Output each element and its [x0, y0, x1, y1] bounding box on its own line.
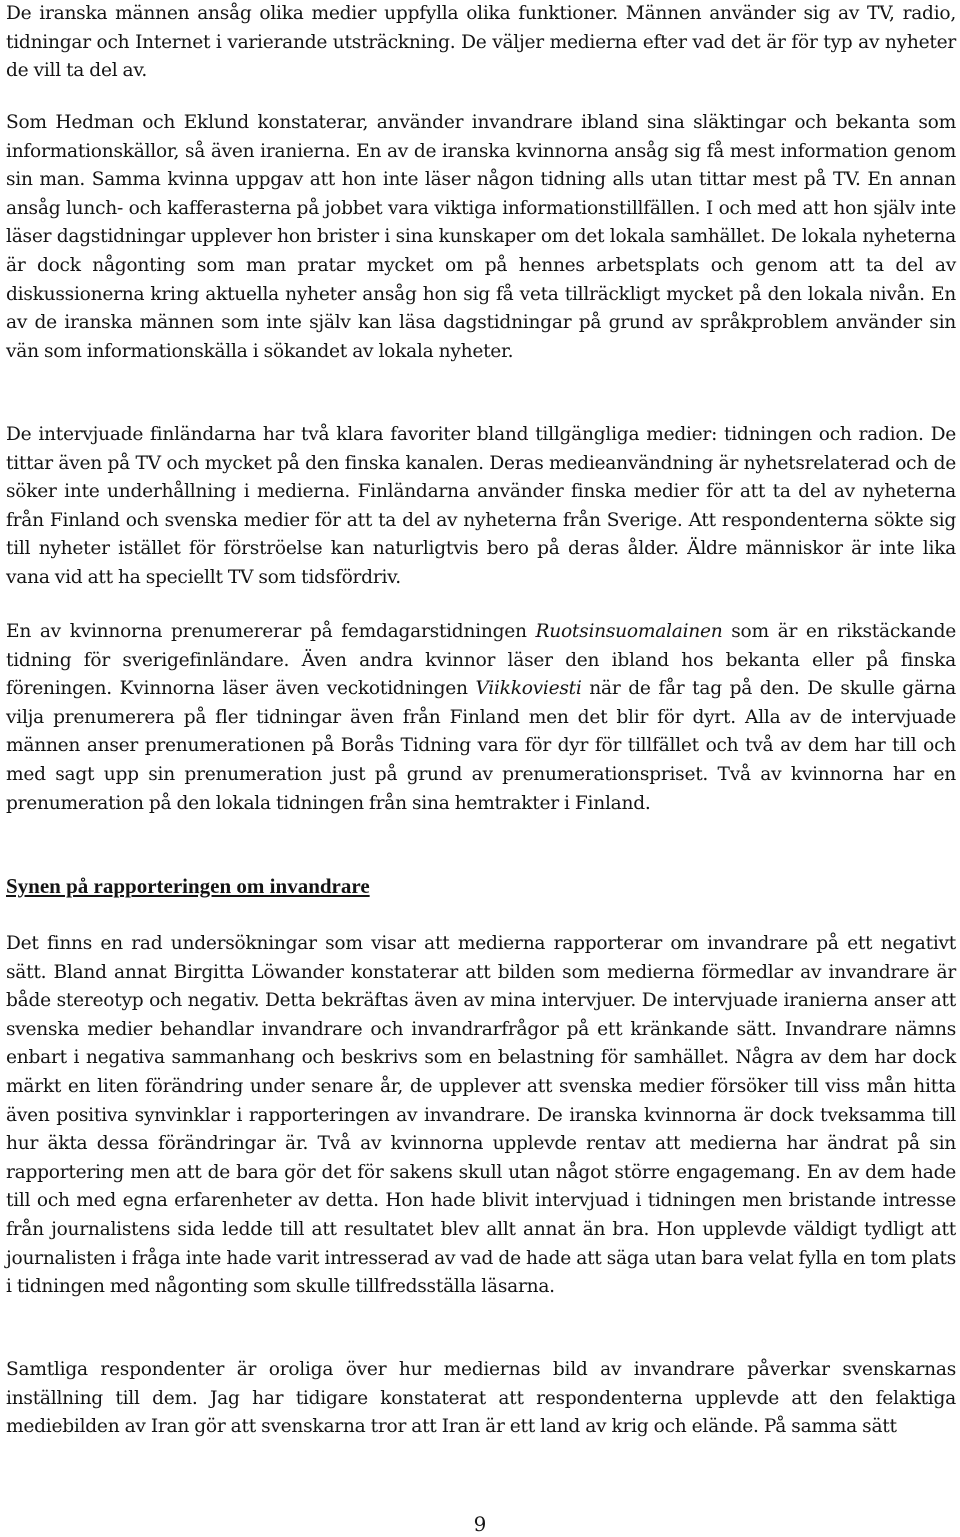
- paragraph-information-sources: Som Hedman och Eklund konstaterar, använder invandrare ibland sina släktingar och bekanta som informationskällor, så även iranierna. En av de iranska kvinnorna ansåg sig få mest information genom sin man. Samma kvinna uppgav att hon inte läser någon tidning alls utan tittar mest på TV. En annan ansåg lunch- och kafferasterna på jobbet vara viktiga informationstillfällen. I och med att hon själv inte läser dagstidningar upplever hon brister i sina kunskaper om det lokala samhället. De lokala nyheterna är dock någonting som man pratar mycket om på hennes arbetsplats och genom att ta del av diskussionerna kring aktuella nyheter ansåg hon sig få veta tillräckligt mycket på den lokala nivån. En av de iranska männen som inte själv kan läsa dagstidningar på grund av språkproblem använder sin vän som informationskälla i sökandet av lokala nyheter.: [6, 112, 956, 362]
- paragraph-subscriptions: [6, 618, 956, 818]
- newspaper-title: Ruotsinsuomalainen: [535, 621, 723, 642]
- paragraph-finnish-media-use: De intervjuade finländarna har två klara favoriter bland tillgängliga medier: tidningen och radion. De tittar även på TV och mycket på den finska kanalen. Deras medieanvändning är nyhetsrelaterad och de söker inte underhållning i medierna. Finländarna använder finska medier för att ta del av nyheterna från Finland och svenska medier för att ta del av nyheterna från Sverige. Att respondenterna sökte sig till nyheter istället för förströelse kan naturligtvis bero på deras ålder. Äldre människor är inte lika vana vid att ha speciellt TV som tidsfördriv.: [6, 424, 956, 588]
- section-heading: Synen på rapporteringen om invandrare: [6, 874, 370, 898]
- paragraph-respondents-concern: Samtliga respondenter är oroliga över hur mediernas bild av invandrare påverkar svenskarnas inställning till dem. Jag har tidigare konstaterat att respondenterna upplevde att den felaktiga mediebilden av Iran gör att svenskarna tror att Iran är ett land av krig och elände. På samma sätt: [6, 1359, 956, 1438]
- paragraph-text: En av kvinnorna prenumererar på femdagarstidningen: [6, 621, 536, 642]
- paragraph-iranian-men-media: De iranska männen ansåg olika medier uppfylla olika funktioner. Männen använder sig av TV, radio, tidningar och Internet i varierande utsträckning. De väljer medierna efter vad det är för typ av nyheter de vill ta del av.: [6, 3, 956, 82]
- magazine-title: Viikkoviesti: [475, 678, 582, 700]
- paragraph-negative-reporting: Det finns en rad undersökningar som visar att medierna rapporterar om invandrare på ett negativt sätt. Bland annat Birgitta Löwander konstaterar att bilden som medierna förmedlar av invandrare är både stereotyp och negativ. Detta bekräftas även av mina intervjuer. De intervjuade iranierna anser att svenska medier behandlar invandrare och invandrarfrågor på ett kränkande sätt. Invandrare nämns enbart i negativa sammanhang och beskrivs som en belastning för samhället. Några av dem har dock märkt en liten förändring under senare år, de upplever att svenska medier försöker till viss mån hitta även positiva synvinklar i rapporteringen av invandrare. De iranska kvinnorna är dock tveksamma till hur äkta dessa förändringar är. Två av kvinnorna upplevde rentav att medierna har ändrat på sin rapportering men att de bara gör det för sakens skull utan något större engagemang. En av dem hade till och med egna erfarenheter av detta. Hon hade blivit intervjuad i tidningen men bristande intresse från journalistens sida ledde till att resultatet blev allt annat än bra. Hon upplevde väldigt tydligt att journalisten i fråga inte hade varit intresserad av vad de hade att säga utan bara velat fylla en tom plats i tidningen med någonting som skulle tillfredsställa läsarna.: [6, 933, 956, 1298]
- paragraph-text: som är en rikstäckande tidning för sverigefinländare. Även andra kvinnor läser den ibland hos bekanta eller på finska föreningen. Kvinnorna läser även veckotidningen: [6, 621, 957, 700]
- page-number: 9: [473, 1512, 487, 1536]
- paragraph-text: när de får tag på den. De skulle gärna vilja prenumerera på fler tidningar även från Finland men det blir för dyrt. Alla av de intervjuade männen anser prenumerationen på Borås Tidning vara för dyr för tillfället och två av dem har till och med sagt upp sin prenumeration just på grund av prenumerationspriset. Två av kvinnorna har en prenumeration på den lokala tidningen från sina hemtrakter i Finland.: [6, 678, 956, 814]
